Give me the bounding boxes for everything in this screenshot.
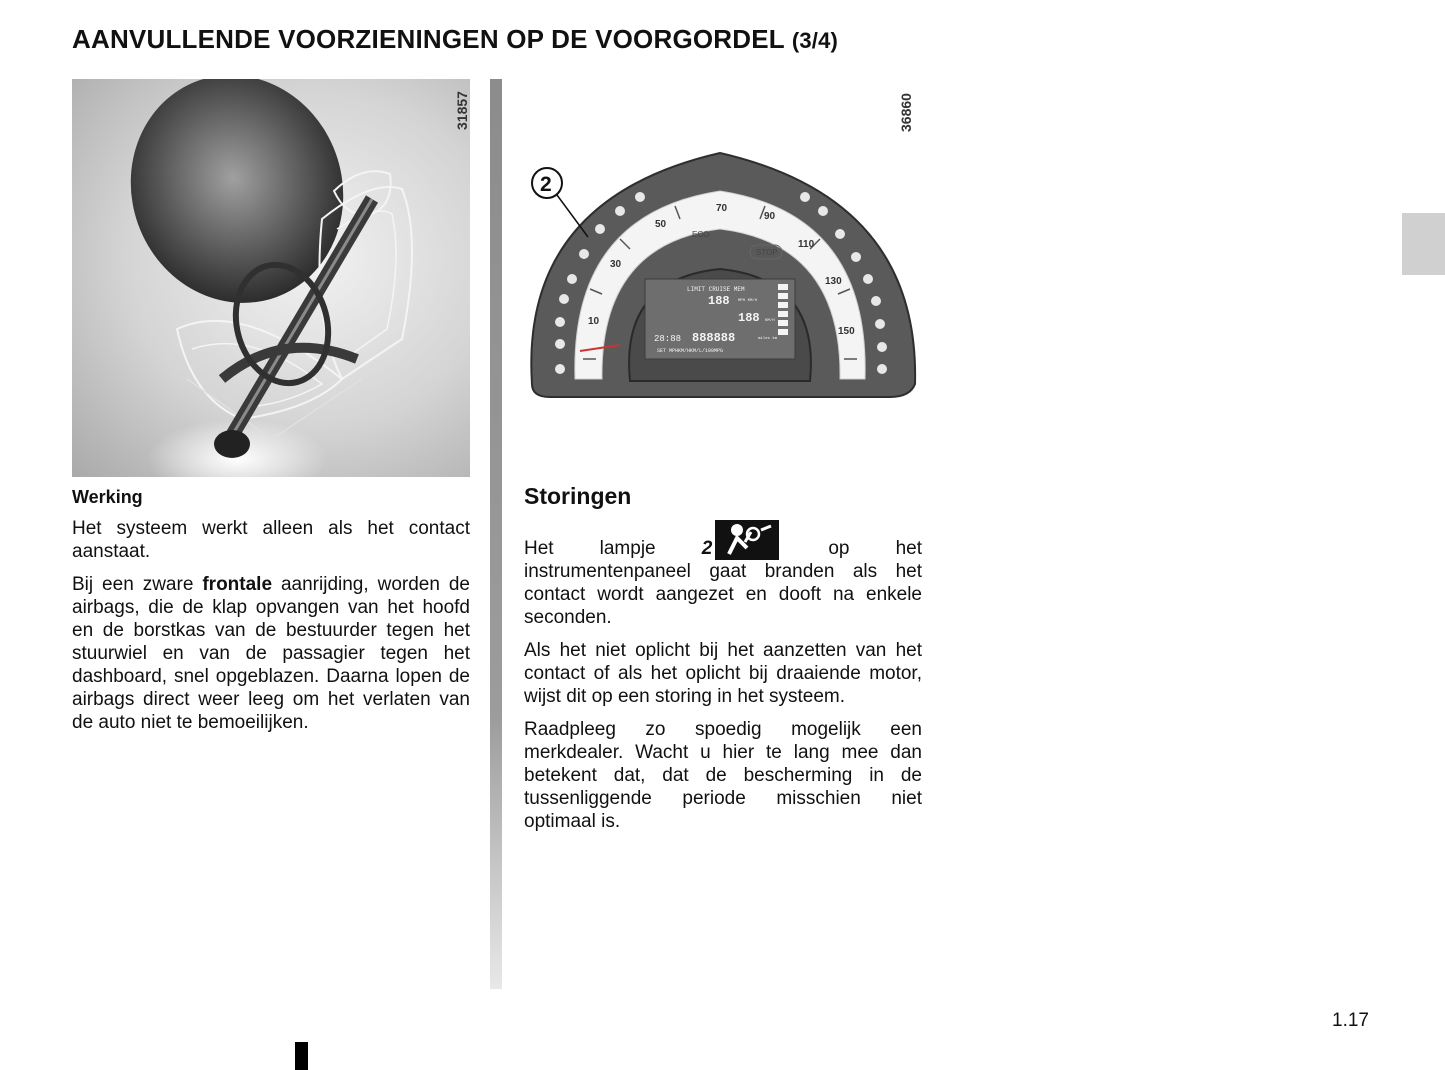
paragraph-text: op het instrumentenpaneel gaat branden als het contact wordt aangezet en dooft na enkele seconden. [524,538,922,628]
paragraph-text: aanrijding, worden de airbags, die de klap opvangen van het hoofd en de borstkas van de bestuurder tegen het stuurwiel en van de passagier tegen het dashboard, snel opgeblazen. Daarna lopen de airbags direct weer leeg om het verlaten van de auto niet te bemoeilijken. [72,574,470,733]
speed-tick-label: 110 [798,239,815,250]
airbag-seat-drawing [72,79,470,477]
left-column [72,486,470,744]
callout-number: 2 [540,173,552,196]
figure-code-right: 36860 [898,93,914,132]
page-number: 1.17 [1332,1010,1369,1031]
print-mark [295,1042,308,1070]
storingen-heading: Storingen [524,483,632,509]
display-row3-unit: KM/H [765,319,775,323]
speed-tick-label: 50 [655,219,667,230]
airbag-seat-illustration [72,79,470,477]
airbag-warning-icon [715,520,779,560]
figure-code-left: 31857 [454,91,470,130]
right-column [524,485,922,843]
speed-tick-label: 130 [825,276,842,287]
paragraph: Raadpleeg zo spoedig mogelijk een merkdealer. Wacht u hier te lang mee dan betekent dat, dat de bescherming in de tussenliggende periode misschien niet optimaal is. [524,719,922,832]
lamp-reference: 2 [701,538,713,559]
page-title [72,24,838,55]
display-footer: SET MPHKM/HKM/L/100MPG [657,348,724,354]
speed-tick-label: 90 [764,211,776,222]
eco-label: ECO [692,230,710,239]
instrument-cluster-illustration [520,79,920,409]
paragraph [72,573,470,734]
speed-tick-label: 10 [588,316,600,327]
paragraph: Als het niet oplicht bij het aanzetten van het contact of als het oplicht bij draaiende motor, wijst dit op een storing in het systeem. [524,640,922,707]
display-row2-unit: MPH KM/H [738,299,758,303]
speed-tick-label: 70 [716,203,728,214]
paragraph-text: Het lampje [524,538,702,559]
instrument-cluster-drawing [520,79,920,409]
display-row1: LIMIT CRUISE MEM [687,286,745,293]
paragraph [524,520,922,629]
werking-subheading: Werking [72,487,143,507]
page-title-main: AANVULLENDE VOORZIENINGEN OP DE VOORGORDEL [72,24,792,54]
speed-tick-label: 150 [838,326,855,337]
column-divider [490,79,502,989]
paragraph: Het systeem werkt alleen als het contact aanstaat. [72,518,470,562]
paragraph-text: Bij een zware [72,574,203,595]
display-row2: 188 [708,294,730,308]
stop-label: STOP [756,248,778,257]
emphasis-text: frontale [202,574,273,595]
page-title-suffix: (3/4) [791,28,839,53]
display-odometer: 888888 [692,331,736,345]
display-clock: 28:88 [654,334,682,344]
display-row3: 188 [738,311,760,325]
speed-tick-label: 30 [610,259,622,270]
display-units: miles km [758,337,778,341]
section-tab-marker [1402,213,1445,275]
